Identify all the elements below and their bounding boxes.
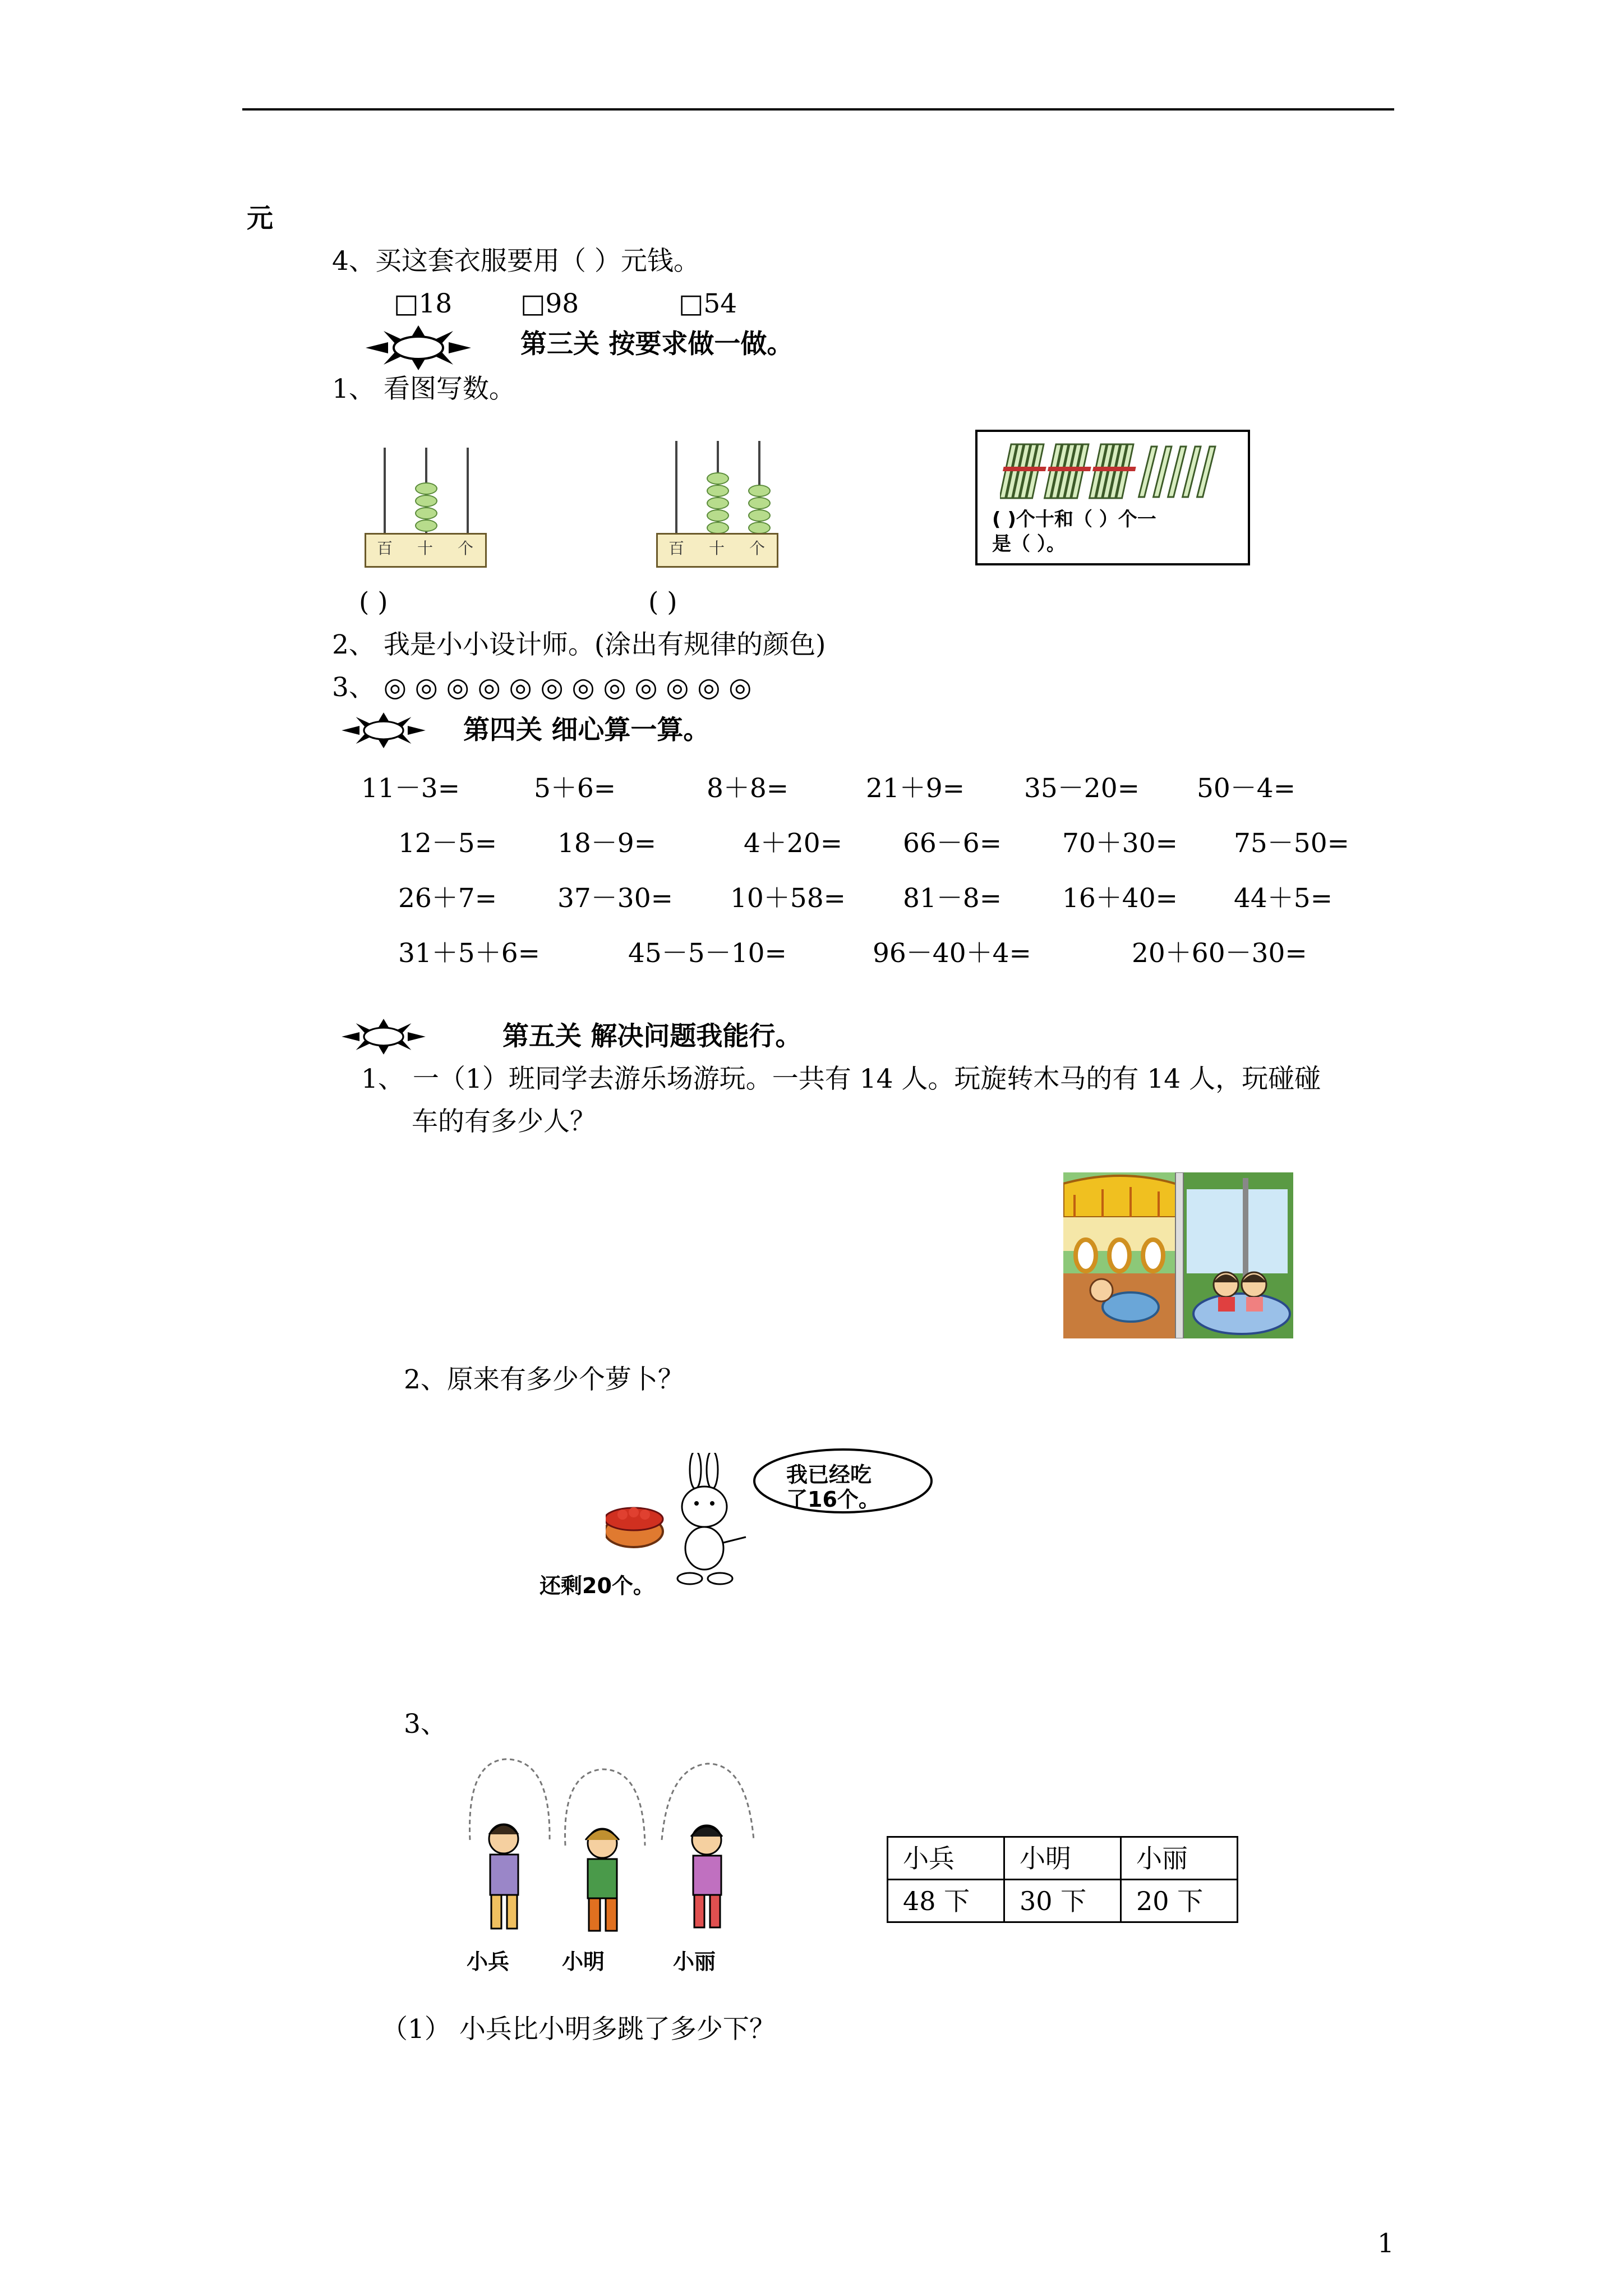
- calc-r3-c4: 81－8=: [903, 883, 1002, 914]
- kid-label-1: 小兵: [467, 1949, 510, 1974]
- section-3-title: 第三关 按要求做一做。: [520, 329, 794, 360]
- table-cell-count: 48 下: [888, 1880, 1004, 1922]
- abacus-label-hundreds: 百: [377, 539, 393, 558]
- abacus-2-answer: ( ): [648, 587, 677, 618]
- abacus-1-answer: ( ): [359, 587, 388, 618]
- s5-question-3: 3、: [404, 1709, 447, 1740]
- jump-count-table: [887, 1836, 1238, 1923]
- sun-icon: [363, 324, 473, 371]
- abacus-bead: [707, 497, 729, 509]
- sticks-caption-1: ( )个十和（ ）个一: [992, 508, 1156, 531]
- abacus-bead: [748, 485, 771, 497]
- amusement-park-picture: [1063, 1172, 1293, 1338]
- s3-question-3: 3、 ◎ ◎ ◎ ◎ ◎ ◎ ◎ ◎ ◎ ◎ ◎ ◎: [332, 672, 752, 703]
- rabbit-picture: [606, 1453, 751, 1585]
- jump-rope-kids-picture: [455, 1756, 769, 1947]
- abacus-label-ones: 个: [749, 539, 766, 558]
- bubble-text-2: 了16个。: [786, 1487, 880, 1512]
- calc-r2-c4: 66－6=: [903, 828, 1002, 859]
- calc-r2-c6: 75－50=: [1234, 828, 1349, 859]
- header-rule: [242, 108, 1394, 111]
- abacus-rod: [675, 441, 677, 533]
- stick-bundles: [1000, 442, 1235, 504]
- abacus-bead: [415, 507, 437, 519]
- table-row: [888, 1837, 1238, 1880]
- bubble-text-1: 我已经吃: [786, 1462, 872, 1487]
- abacus-1: [365, 448, 488, 582]
- table-cell-name: 小兵: [888, 1837, 1004, 1880]
- calc-r3-c6: 44＋5=: [1234, 883, 1333, 914]
- calc-r3-c3: 10＋58=: [730, 883, 846, 914]
- calc-r1-c2: 5＋6=: [534, 773, 616, 804]
- calc-r1-c1: 11－3=: [361, 773, 460, 804]
- table-cell-count: 20 下: [1121, 1880, 1238, 1922]
- abacus-2: [656, 441, 780, 576]
- sticks-picture: [975, 430, 1250, 565]
- table-row: [888, 1880, 1238, 1922]
- calc-r2-c2: 18－9=: [557, 828, 657, 859]
- s5-question-2: 2、原来有多少个萝卜？: [404, 1364, 684, 1395]
- abacus-bead: [415, 519, 437, 532]
- calc-r3-c5: 16＋40=: [1062, 883, 1178, 914]
- page-number: 1: [1377, 2228, 1394, 2259]
- calc-r4-c3: 96－40＋4=: [873, 938, 1031, 969]
- section-5-title: 第五关 解决问题我能行。: [502, 1021, 802, 1052]
- calc-r2-c3: 4＋20=: [744, 828, 843, 859]
- kid-label-3: 小丽: [673, 1949, 716, 1974]
- calc-r4-c1: 31＋5＋6=: [398, 938, 540, 969]
- option-54: □54: [679, 288, 737, 319]
- sun-icon: [340, 1013, 427, 1060]
- abacus-bead: [415, 495, 437, 507]
- calc-r3-c2: 37－30=: [557, 883, 673, 914]
- kid-label-2: 小明: [562, 1949, 605, 1974]
- calc-r4-c4: 20＋60－30=: [1132, 938, 1307, 969]
- abacus-bead: [707, 472, 729, 485]
- abacus-bead: [415, 482, 437, 495]
- rabbit-remaining-text: 还剩20个。: [540, 1573, 654, 1598]
- s5-question-1-line1: 1、 一（1）班同学去游乐场游玩。一共有 14 人。玩旋转木马的有 14 人，玩碰碰: [361, 1064, 1321, 1094]
- calc-r1-c5: 35－20=: [1024, 773, 1140, 804]
- abacus-rod: [467, 448, 469, 533]
- calc-r1-c6: 50－4=: [1197, 773, 1296, 804]
- sticks-caption-2: 是（ ）。: [992, 533, 1066, 555]
- calc-r2-c5: 70＋30=: [1062, 828, 1178, 859]
- abacus-bead: [748, 509, 771, 522]
- header-char: 元: [247, 203, 273, 234]
- abacus-bead: [748, 522, 771, 534]
- abacus-label-ones: 个: [458, 539, 474, 558]
- sun-icon: [340, 707, 427, 754]
- abacus-label-hundreds: 百: [668, 539, 685, 558]
- abacus-label-tens: 十: [417, 539, 434, 558]
- option-18: □18: [394, 288, 453, 319]
- calc-r2-c1: 12－5=: [398, 828, 497, 859]
- option-98: □98: [520, 288, 579, 319]
- abacus-bead: [707, 485, 729, 497]
- abacus-bead: [707, 509, 729, 522]
- abacus-label-tens: 十: [709, 539, 725, 558]
- abacus-rod: [384, 448, 386, 533]
- calc-r4-c2: 45－5－10=: [628, 938, 787, 969]
- question-4: 4、买这套衣服要用（ ）元钱。: [332, 246, 700, 277]
- calc-r1-c3: 8＋8=: [707, 773, 789, 804]
- s3-question-1: 1、 看图写数。: [332, 374, 515, 404]
- calc-r3-c1: 26＋7=: [398, 883, 497, 914]
- abacus-bead: [748, 497, 771, 509]
- calc-r1-c4: 21＋9=: [866, 773, 965, 804]
- table-cell-count: 30 下: [1004, 1880, 1121, 1922]
- table-cell-name: 小丽: [1121, 1837, 1238, 1880]
- s3-question-2: 2、 我是小小设计师。(涂出有规律的颜色): [332, 629, 826, 660]
- s5-sub-question-1: （1） 小兵比小明多跳了多少下？: [381, 2014, 776, 2045]
- abacus-bead: [707, 522, 729, 534]
- table-cell-name: 小明: [1004, 1837, 1121, 1880]
- section-4-title: 第四关 细心算一算。: [463, 715, 710, 746]
- s5-question-1-line2: 车的有多少人？: [412, 1106, 596, 1137]
